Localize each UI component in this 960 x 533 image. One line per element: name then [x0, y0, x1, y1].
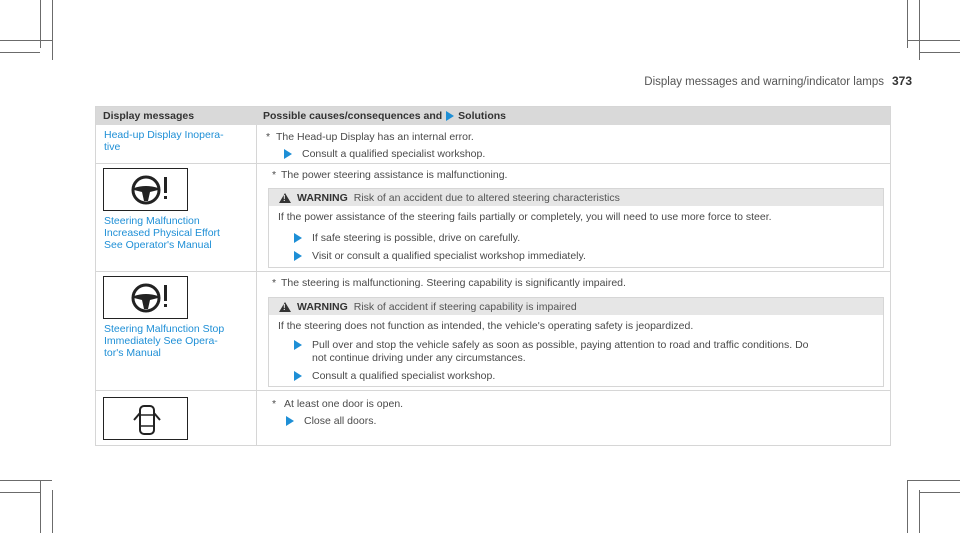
warning-title: WARNING — [297, 300, 348, 313]
crop-mark — [0, 480, 52, 481]
solution-step — [284, 148, 485, 161]
message-line: Steering Malfunction — [104, 215, 200, 227]
blue-triangle-icon — [294, 251, 302, 261]
message-line: Steering Malfunction Stop — [104, 323, 225, 335]
door-open-icon-box — [103, 397, 188, 440]
crop-mark — [907, 40, 960, 41]
crop-mark — [919, 490, 920, 533]
page-number: 373 — [891, 74, 912, 88]
step-text: Close all doors. — [304, 415, 377, 427]
blue-triangle-icon — [284, 149, 292, 159]
solution-step — [294, 250, 586, 263]
message-steering-malfunction-effort — [104, 215, 220, 251]
cause-text: The power steering assistance is malfunctioning. — [281, 169, 508, 181]
message-line: See Operator's Manual — [104, 239, 212, 251]
message-line: Head-up Display Inopera- — [104, 129, 224, 141]
steering-warning-icon-box — [103, 276, 188, 319]
warning-triangle-icon — [279, 302, 291, 312]
row-divider — [96, 271, 890, 272]
crop-mark — [52, 0, 53, 60]
solution-step — [294, 370, 495, 383]
warning-text: If the steering does not function as intended, the vehicle's operating safety is jeopardized. — [278, 320, 694, 332]
warning-header — [269, 298, 883, 315]
crop-mark — [919, 0, 920, 60]
page-header-title: Display messages and warning/indicator lamps — [644, 76, 884, 88]
crop-mark — [52, 490, 53, 533]
crop-mark — [0, 40, 52, 41]
warning-box — [268, 188, 884, 268]
row-divider — [96, 163, 890, 164]
crop-mark — [919, 492, 960, 493]
step-text: Consult a qualified specialist workshop. — [302, 148, 486, 160]
step-text-line: Pull over and stop the vehicle safely as soon as possible, paying attention to road and traffic conditions. Do — [312, 339, 809, 351]
crop-mark — [0, 52, 40, 53]
solution-step — [286, 415, 376, 428]
warning-subtitle: Risk of accident if steering capability is impaired — [353, 300, 577, 313]
row-divider — [96, 390, 890, 391]
message-line: tive — [104, 141, 121, 153]
solution-step — [294, 339, 809, 365]
blue-triangle-icon — [446, 111, 454, 121]
crop-mark — [907, 480, 908, 533]
step-text-line: not continue driving under any circumstances. — [312, 352, 526, 364]
display-messages-table — [95, 106, 891, 446]
crop-mark — [919, 52, 960, 53]
warning-box — [268, 297, 884, 387]
steering-warning-icon-box — [103, 168, 188, 211]
col-heading-display-messages: Display messages — [103, 110, 195, 122]
car-door-open-icon — [104, 398, 189, 441]
col-heading-causes-text: Possible causes/consequences and — [263, 110, 443, 122]
blue-triangle-icon — [294, 340, 302, 350]
star-marker: * — [266, 131, 271, 143]
cause-text: The Head-up Display has an internal error. — [276, 131, 474, 143]
col-heading-solutions-text: Solutions — [458, 110, 507, 122]
blue-triangle-icon — [294, 233, 302, 243]
step-text: If safe steering is possible, drive on carefully. — [312, 232, 521, 244]
step-text — [312, 339, 809, 365]
column-divider — [256, 125, 257, 445]
blue-triangle-icon — [294, 371, 302, 381]
star-marker: * — [272, 398, 277, 410]
warning-text: If the power assistance of the steering fails partially or completely, you will need to use more force to steer. — [278, 211, 772, 223]
message-steering-malfunction-stop — [104, 323, 224, 359]
star-marker: * — [272, 169, 277, 181]
crop-mark — [40, 480, 41, 533]
table-header — [96, 107, 890, 125]
message-line: Increased Physical Effort — [104, 227, 220, 239]
cause-text: At least one door is open. — [284, 398, 404, 410]
message-line: tor's Manual — [104, 347, 161, 359]
warning-title: WARNING — [297, 191, 348, 204]
solution-step — [294, 232, 520, 245]
message-head-up-display — [104, 129, 224, 153]
warning-subtitle: Risk of an accident due to altered steering characteristics — [353, 191, 620, 204]
warning-header — [269, 189, 883, 206]
steering-wheel-exclamation-icon — [104, 277, 189, 320]
steering-wheel-exclamation-icon — [104, 169, 189, 212]
step-text: Visit or consult a qualified specialist workshop immediately. — [312, 250, 586, 262]
crop-mark — [907, 480, 960, 481]
col-heading-causes — [263, 110, 506, 122]
message-line: Immediately See Opera- — [104, 335, 218, 347]
page-header — [644, 74, 912, 88]
crop-mark — [0, 492, 40, 493]
warning-triangle-icon — [279, 193, 291, 203]
cause-text: The steering is malfunctioning. Steering capability is significantly impaired. — [281, 277, 626, 289]
star-marker: * — [272, 277, 277, 289]
step-text: Consult a qualified specialist workshop. — [312, 370, 496, 382]
blue-triangle-icon — [286, 416, 294, 426]
